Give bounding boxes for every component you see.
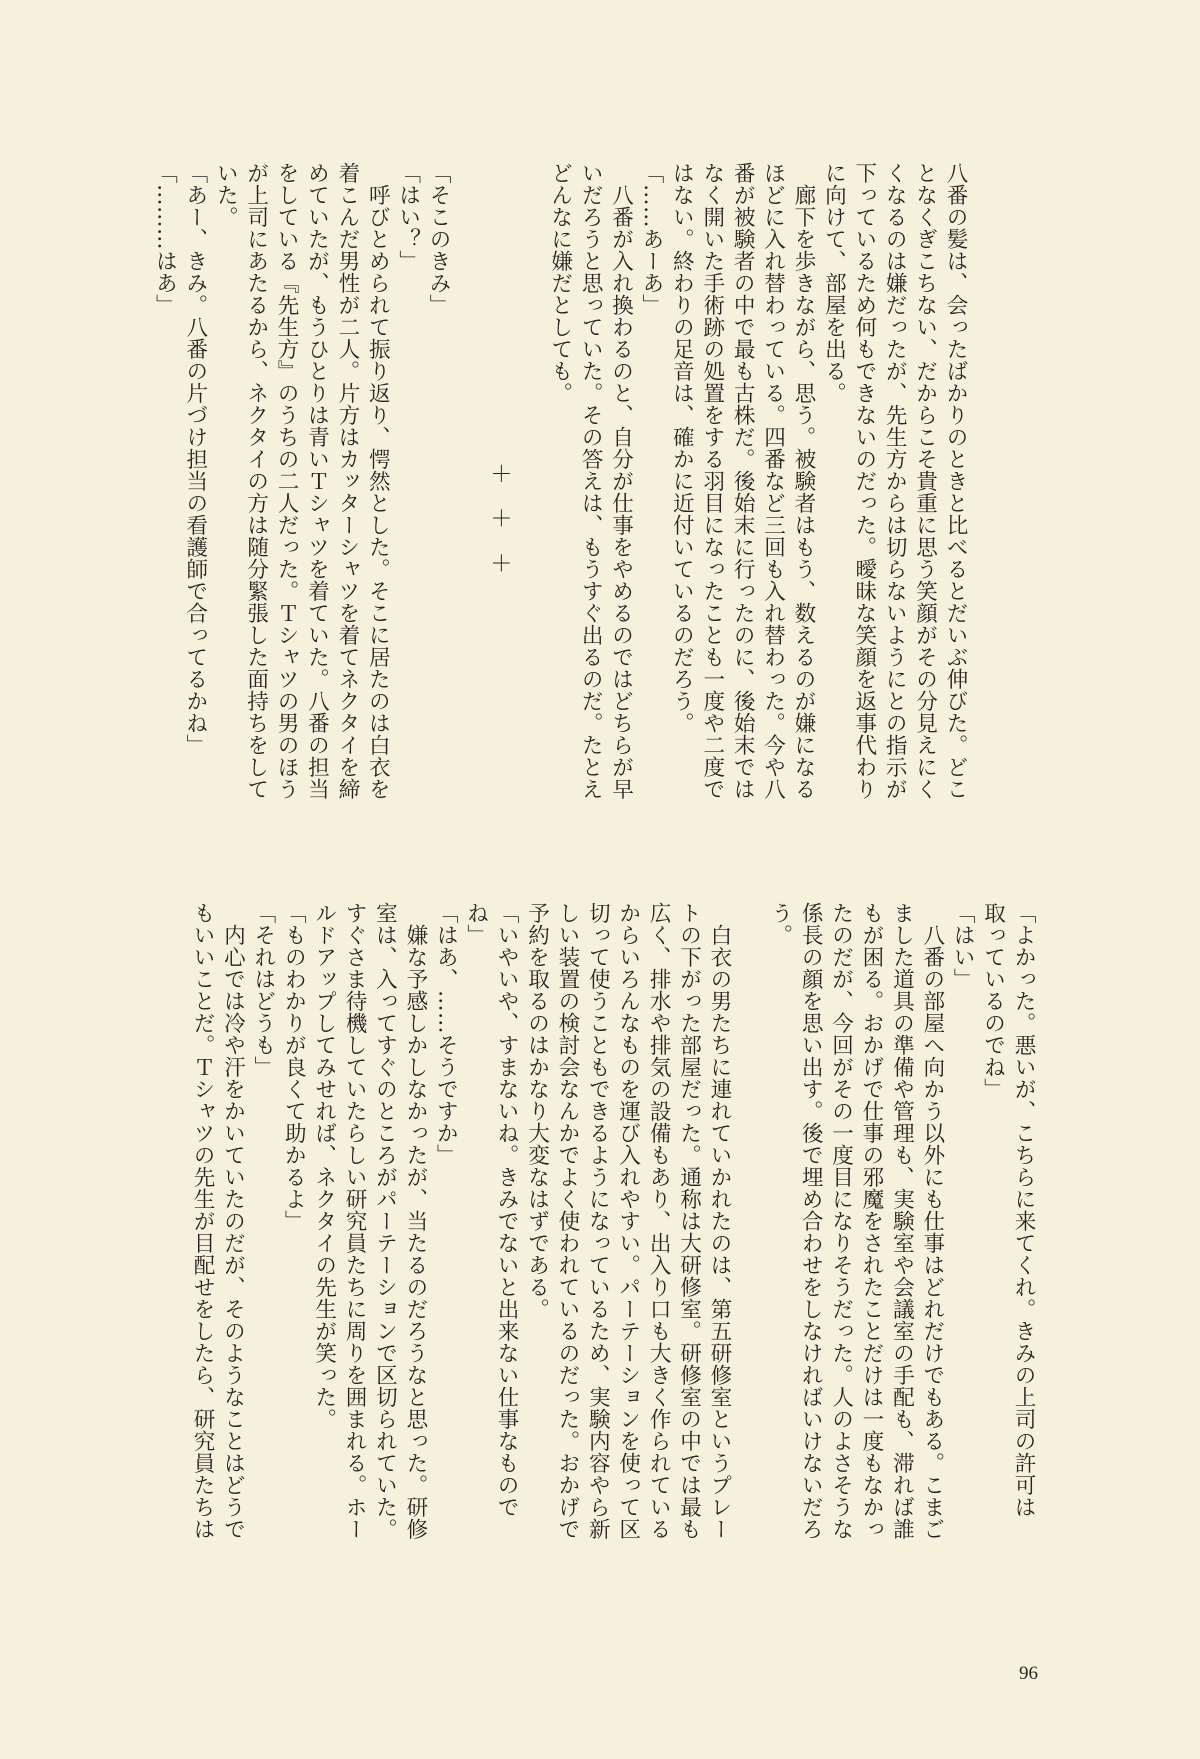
text-column: トの下がった部屋だった。通称は大研修室。研修室の中では最も [676, 902, 702, 1540]
text-column: はない。終わりの足音は、確かに近付いているのだろう。 [669, 162, 695, 734]
text-column: 嫌な予感しかしなかったが、当たるのだろうなと思った。研修 [402, 902, 428, 1540]
text-column: 廊下を歩きながら、思う。被験者はもう、数えるのが嫌になる [790, 162, 816, 800]
text-column: なく開いた手術跡の処置をする羽目になったことも一度や二度で [699, 162, 725, 800]
text-column: ルドアップしてみせれば、ネクタイの先生が笑った。 [311, 902, 337, 1430]
text-column: に向けて、部屋を出る。 [821, 162, 847, 404]
text-column: ました道具の準備や管理も、実験室や会議室の手配も、滞れば誰 [889, 902, 915, 1540]
text-column: 内心では冷や汗をかいていたのだが、そのようなことはどうで [220, 902, 246, 1540]
text-column: 取っているのでね」 [980, 902, 1006, 1100]
text-column: からいろんなものを運び入れやすい。パーテーションを使って区 [615, 902, 641, 1540]
text-column: くなるのは嫌だったが、先生方からは切らないようにとの指示が [882, 162, 908, 800]
text-column [734, 902, 764, 1562]
text-column: が上司にあたるから、ネクタイの方は随分緊張した面持ちをして [243, 162, 269, 800]
text-column: ね」 [463, 902, 489, 946]
text-column: めていたが、もうひとりは青いＴシャツを着ていた。八番の担当 [304, 162, 330, 800]
text-column: 「はい」 [950, 902, 976, 990]
text-column: 着こんだ男性が二人。片方はカッターシャツを着てネクタイを締 [334, 162, 360, 800]
text-column: すぐさま待機していたらしい研究員たちに周りを囲まれる。ホー [342, 902, 368, 1540]
text-column: 「そこのきみ」 [426, 162, 452, 316]
text-column: 白衣の男たちに連れていかれたのは、第五研修室というプレー [706, 902, 732, 1540]
text-column: 「………はあ」 [152, 162, 178, 316]
text-column: もが困る。おかげで仕事の邪魔をされたことだけは一度もなかっ [858, 902, 884, 1540]
text-column: 室は、入ってすぐのところがパーテーションで区切られていた。 [372, 902, 398, 1540]
section-separator: ＋ ＋ ＋ [486, 462, 512, 574]
text-column: たのだが、今回がその一度目になりそうだった。人のよさそうな [828, 902, 854, 1540]
text-column: 「いやいや、すまないね。きみでないと出来ない仕事なもので [494, 902, 520, 1518]
text-column: 「あー、きみ。八番の片づけ担当の看護師で合ってるかね」 [182, 162, 208, 756]
text-column: 八番が入れ換わるのと、自分が仕事をやめるのではどちらが早 [608, 162, 634, 800]
text-column: 呼びとめられて振り返り、愕然とした。そこに居たのは白衣を [365, 162, 391, 800]
text-column: 予約を取るのはかなり大変なはずである。 [524, 902, 550, 1320]
text-column: 係長の顔を思い出す。後で埋め合わせをしなければいけないだろ [798, 902, 824, 1540]
text-column: となくぎこちない、だからこそ貴重に思う笑顔がその分見えにく [912, 162, 938, 800]
text-column: 切って使うこともできるようになっているため、実験内容やら新 [585, 902, 611, 1540]
text-column: 「よかった。悪いが、こちらに来てくれ。きみの上司の許可は [1011, 902, 1036, 1518]
text-column: 「はい？」 [395, 162, 421, 272]
text-column [514, 162, 544, 822]
text-column: いだろうと思っていた。その答えは、もうすぐ出るのだ。たとえ [578, 162, 604, 800]
text-column: もいいことだ。Ｔシャツの先生が目配せをしたら、研究員たちは [190, 902, 216, 1540]
text-column: う。 [767, 902, 793, 946]
text-column: 下っているため何もできないのだった。曖昧な笑顔を返事代わり [851, 162, 877, 800]
upper-text-block [149, 162, 970, 822]
text-column: 「ものわかりが良くて助かるよ」 [281, 902, 307, 1232]
text-column: 「はあ、……そうですか」 [433, 902, 459, 1166]
text-column: 広く、排水や排気の設備もあり、出入り口も大きく作られている [646, 902, 672, 1540]
text-column: ほどに入れ替わっている。四番など三回も入れ替わった。今や八 [760, 162, 786, 800]
text-column: 八番の髪は、会ったばかりのときと比べるとだいぶ伸びた。どこ [943, 162, 968, 800]
text-column: どんなに嫌だとしても。 [547, 162, 573, 404]
text-column: 「それはどうも」 [250, 902, 276, 1078]
text-column: いた。 [213, 162, 239, 228]
text-column: 八番の部屋へ向かう以外にも仕事はどれだけでもある。こまご [919, 902, 945, 1540]
lower-text-block [187, 902, 1038, 1562]
text-column: 番が被験者の中で最も古株だ。後始末に行ったのに、後始末では [730, 162, 756, 800]
text-column: をしている『先生方』のうちの二人だった。Ｔシャツの男のほう [274, 162, 300, 800]
text-column: 「……あーあ」 [638, 162, 664, 316]
text-column: しい装置の検討会なんかでよく使われているのだった。おかげで [554, 902, 580, 1540]
text-column [453, 162, 483, 822]
page-number: 96 [1019, 1663, 1038, 1684]
